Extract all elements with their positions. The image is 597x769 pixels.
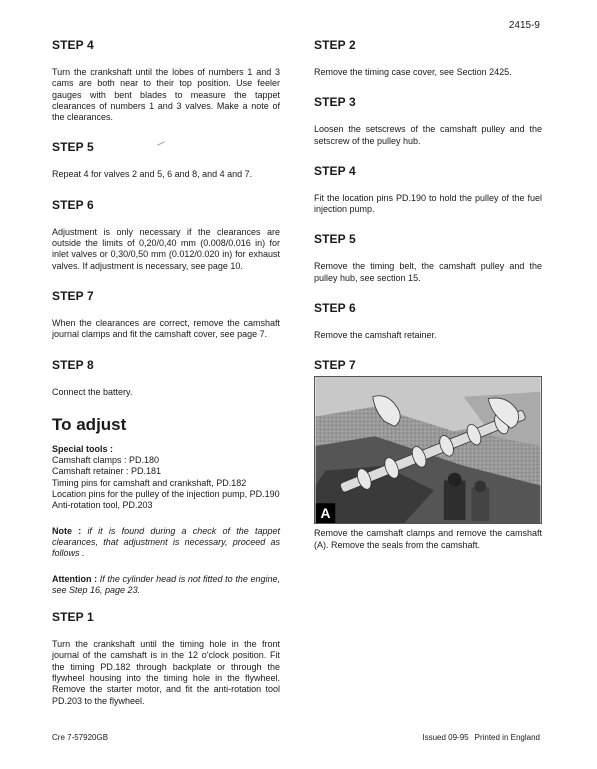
step-heading: STEP 6: [314, 301, 356, 316]
footer-document-code: Cre 7-57920GB: [52, 733, 109, 742]
step-text: Remove the camshaft retainer.: [314, 330, 437, 341]
tool-item: Camshaft clamps : PD.180: [52, 455, 160, 466]
note-paragraph: [52, 526, 280, 560]
step-heading: STEP 5: [314, 232, 356, 247]
footer-issue-info: [422, 733, 540, 742]
step-heading: STEP 6: [52, 197, 94, 212]
step-text: Fit the location pins PD.190 to hold the pulley of the fuel injection pump.: [314, 192, 542, 215]
step-text: Remove the timing case cover, see Section 2425.: [314, 67, 512, 77]
step-text: When the clearances are correct, remove the camshaft journal clamps and fit the camshaft cover, see page 7.: [52, 317, 280, 340]
attention-paragraph: [52, 574, 280, 597]
step-text: Remove the timing belt, the camshaft pulley and the pulley hub, see section 15.: [314, 261, 542, 283]
tool-item: Timing pins for camshaft and crankshaft, PD.182: [52, 477, 247, 488]
tool-item: Anti-rotation tool, PD.203: [52, 500, 153, 511]
step-heading: STEP 5: [52, 140, 94, 155]
camshaft-removal-photo: [314, 376, 542, 524]
step-heading: STEP 1: [52, 610, 94, 625]
step-heading: STEP 7: [52, 288, 94, 303]
step-heading: STEP 7: [314, 358, 356, 373]
special-tools-heading: Special tools :: [52, 443, 114, 454]
step-text: Turn the crankshaft until the timing hole in the front journal of the camshaft is in the 12 o'clock position. Fit the timing PD.182 through backplate or through the flywheel housing into the timing hole in the flywheel. Remove the starter motor, and fit the anti-rotation tool PD.203 to the flywheel.: [52, 639, 280, 706]
photo-caption: Remove the camshaft clamps and remove the camshaft (A). Remove the seals from the camshaft.: [314, 528, 542, 550]
photo-label: A: [320, 505, 331, 522]
section-heading-to-adjust: To adjust: [52, 414, 127, 434]
step-heading: STEP 4: [52, 38, 94, 52]
step-heading: STEP 2: [314, 38, 356, 52]
page-number: 2415-9: [508, 20, 540, 31]
note-label: Note :: [52, 525, 82, 536]
right-column: [314, 38, 542, 551]
step-heading: STEP 8: [52, 357, 94, 372]
tool-item: Location pins for the pulley of the injection pump, PD.190: [52, 489, 280, 500]
step-text: Connect the battery.: [52, 386, 133, 397]
footer-issued: Issued 09-95: [422, 733, 469, 742]
step-heading: STEP 3: [314, 95, 356, 110]
special-tools-list: [52, 455, 280, 511]
attention-text: If the cylinder head is not fitted to the engine, see Step 16, page 23.: [52, 573, 280, 595]
note-text: if it is found during a check of the tappet clearances, that adjustment is necessary, proceed as follows .: [52, 525, 280, 559]
attention-label: Attention :: [52, 573, 98, 584]
left-column: [52, 38, 280, 724]
step-text: Turn the crankshaft until the lobes of numbers 1 and 3 cams are both near to their top position. Use feeler gauges with bent blades to measure the tappet clearances of numbers 1 and 3 valves. Make a note of the clearances.: [52, 67, 280, 123]
footer-printed: Printed in England: [474, 733, 540, 742]
step-text: Adjustment is only necessary if the clearances are outside the limits of 0,20/0,40 mm (0.008/0.016 in) for inlet valves or 0,30/0,50 mm (0.012/0.020 in) for exhaust valves. If adjustment is necessary, see page 10.: [52, 226, 280, 271]
step-text: Repeat 4 for valves 2 and 5, 6 and 8, and 4 and 7.: [52, 169, 253, 180]
tool-item: Camshaft retainer : PD.181: [52, 466, 162, 477]
step-text: Loosen the setscrews of the camshaft pulley and the setscrew of the pulley hub.: [314, 124, 542, 146]
step-heading: STEP 4: [314, 163, 356, 178]
